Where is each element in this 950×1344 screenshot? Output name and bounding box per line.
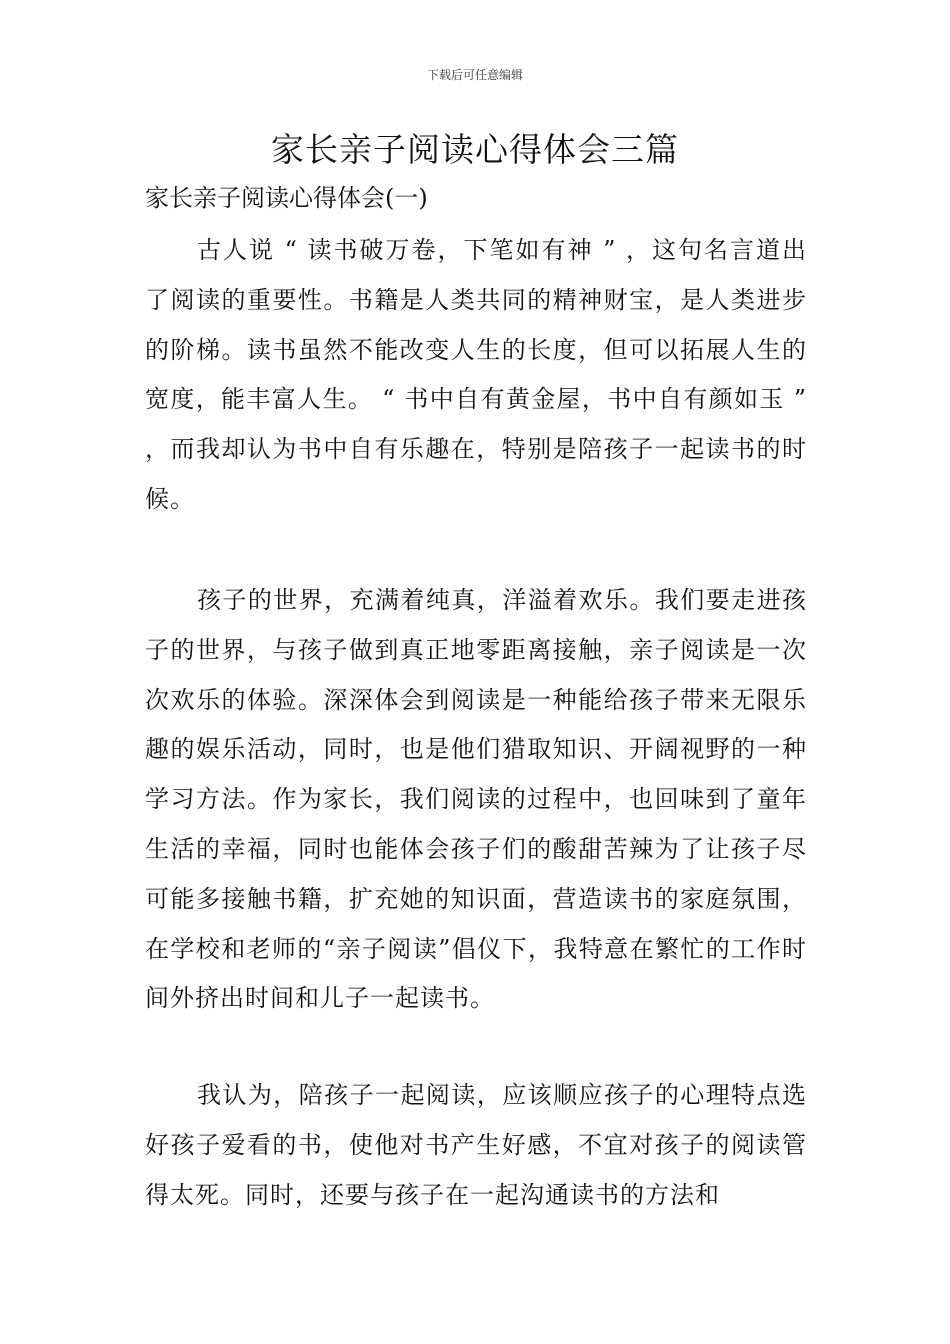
section-heading: 家长亲子阅读心得体会(一) <box>145 184 428 212</box>
paragraph-1: 古人说 “ 读书破万卷，下笔如有神 ” ，这句名言道出了阅读的重要性。书籍是人类共同的精神财宝，是人类进步的阶梯。读书虽然不能改变人生的长度，但可以拓展人生的宽度，能丰富人生。 “ 书中自有黄金屋，书中自有颜如玉 ” ，而我却认为书中自有乐趣在，特别是陪孩子一起读书的时候。 <box>145 236 807 513</box>
paragraph-3: 我认为，陪孩子一起阅读，应该顺应孩子的心理特点选好孩子爱看的书，使他对书产生好感，不宜对孩子的阅读管得太死。同时，还要与孩子在一起沟通读书的方法和 <box>145 1081 807 1209</box>
paragraph-2: 孩子的世界，充满着纯真，洋溢着欢乐。我们要走进孩子的世界，与孩子做到真正地零距离接触，亲子阅读是一次次欢乐的体验。深深体会到阅读是一种能给孩子带来无限乐趣的娱乐活动，同时，也是他们猎取知识、开阔视野的一种学习方法。作为家长，我们阅读的过程中，也回味到了童年生活的幸福，同时也能体会孩子们的酸甜苦辣为了让孩子尽可能多接触书籍，扩充她的知识面，营造读书的家庭氛围，在学校和老师的“亲子阅读”倡仪下，我特意在繁忙的工作时间外挤出时间和儿子一起读书。 <box>145 586 807 1013</box>
document-title: 家长亲子阅读心得体会三篇 <box>271 130 679 169</box>
header-note: 下载后可任意编辑 <box>426 68 523 82</box>
